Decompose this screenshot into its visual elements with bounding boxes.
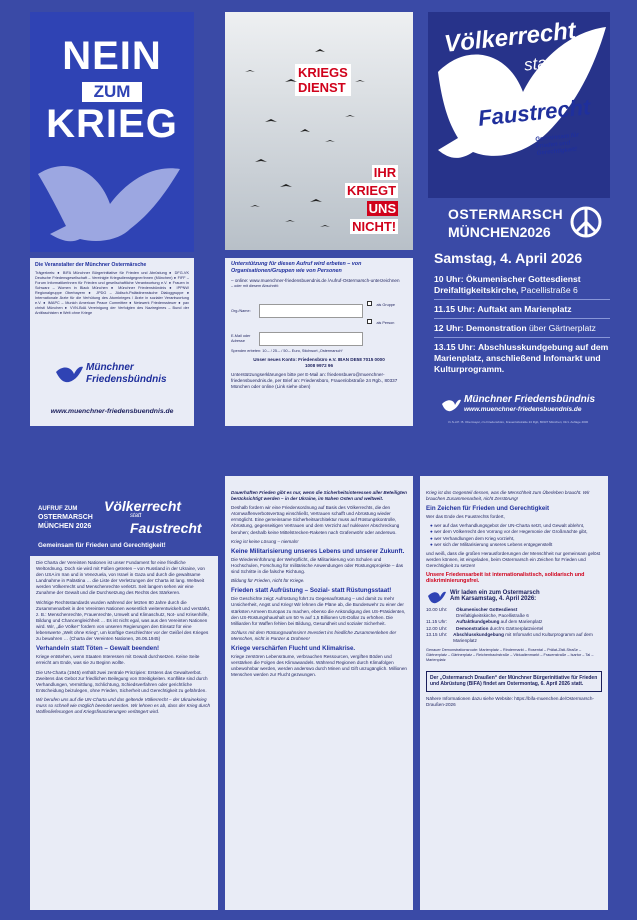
- schedule-list: [426, 607, 602, 644]
- list-item: ● wer auf das Verhandlungsgebot der UN-Charta setzt, und Gewalt ablehnt,: [430, 523, 585, 529]
- organisers-text: Trägerkreis: ● BIFA Münchner Bürgerinitiative für Frieden und Abrüstung ● DFG-VK Deutsche Friedensgesellschaft – Vereinigte Kriegsdienstgegner/innen (München) ● FIFF – Forum InformatikerInnen für Frieden und gesellschaftliche Verantwortung e.V. ● Frauen in Schwarz – Women in Black München ● Münchner Friedensbündnis ● IPPNW Regionalgruppe Oberbayern ● JPDG – Jüdisch-Palästinensische Dialoggruppe ● Internationale Ärzte für die Verhütung des Atomkrieges / Ärzte in sozialer Verantwortung e.V. ● IMAPC – Munich American Peace Committee ● Netzwerk Friedenssteuer ● pax christi München ● VVN-BdA Vereinigung der Verfolgten des Naziregimes – Bund der Antifaschisten ● Welt ohne Kriege: [35, 271, 189, 315]
- uns-text: UNS: [368, 201, 397, 216]
- zum-label: ZUM: [82, 82, 142, 102]
- muenchen-label: MÜNCHEN: [448, 224, 520, 240]
- brand-name: Münchner Friedensbündnis: [464, 394, 596, 405]
- peace-sign-icon: [570, 206, 602, 238]
- kriegs-text: KRIEGS: [298, 65, 348, 80]
- demands-list: [430, 523, 602, 547]
- aufruf-label: AUFRUF ZUM: [38, 506, 78, 512]
- voelkerrecht-title: Völkerrecht: [104, 498, 182, 514]
- heading-verhandeln: Verhandeln statt Töten – Gewalt beenden!: [36, 645, 160, 653]
- invite-block: [426, 588, 602, 604]
- ostermarsch-label: OSTERMARSCH: [38, 514, 93, 521]
- appeal-para-7: Die Wiedereinführung der Wehrpflicht, die Militarisierung von Schulen und Hochschulen, Forschung für militärische Anwendungen oder Rüstungsprojekte – das sind Schritte in die falsche Richtung.: [231, 556, 404, 575]
- kriegsdienst-poster: [225, 12, 413, 250]
- org-name-field[interactable]: [259, 304, 363, 318]
- poster-box: [428, 12, 610, 198]
- email-field[interactable]: [259, 332, 363, 346]
- heading-aufruestung: Frieden statt Aufrüstung – Sozial- statt Rüstungsstaat!: [231, 587, 392, 595]
- quote-2: Bildung für Frieden, nicht für Kriege.: [231, 578, 305, 584]
- organisers-title: Die Veranstalter der Münchner Ostermärsche: [35, 262, 147, 268]
- voelkerrecht-title: Völkerrecht: [442, 17, 578, 58]
- event-item: 13.15 Uhr: Abschlusskundgebung auf dem Marienplatz, anschließend Infomarkt und Kulturprogramm.: [434, 342, 609, 374]
- gemeinsam-text: Gemeinsam für Frieden und Gerechtigkeit!: [535, 132, 580, 157]
- appeal-intro-2: Krieg ist das Gegenteil dessen, was die Menschheit zum Überleben braucht. Wir brauchen Zusammenarbeit, nicht Zerstörung!: [426, 490, 590, 502]
- kriegt-text: KRIEGT: [347, 183, 397, 198]
- list-item: ● wer Verhandlungen dem Krieg vorzieht,: [430, 535, 515, 541]
- brand-name: Münchner Friedensbündnis: [86, 362, 167, 385]
- imprint-text: V.i.S.d.P.: B. Obermayer, c/o Friedensbüro, Frauenlobstraße 24 Rgb, 80337 München; 01/1. Auflage 4000: [447, 420, 589, 424]
- front-sheet: [0, 0, 637, 438]
- person-label: als Person: [376, 321, 395, 326]
- title-panel: [420, 10, 616, 428]
- appeal-header: [30, 476, 218, 556]
- muenchen-label: MÜNCHEN 2026: [38, 523, 92, 530]
- appeal-para-4: Die UN-Charta (1945) enthält zwei zentrale Prinzipien: Erstens das Gewaltverbot. Zweitens das Gebot zur friedlichen Beilegung von Streitigkeiten. Konflikte sind durch Verhandlungen, Vermittlung, Schlichtung, Schiedsverfahren oder gerichtliche Entscheidung beizulegen, ohne Frieden, Sicherheit und Gerechtigkeit zu gefährden.: [36, 669, 208, 693]
- appeal-para-3: Kriege entstehen, wenn Staaten Interessen mit Gewalt durchsetzen. Keine Seite erreicht am Ende, was sie zu Beginn wollte.: [36, 654, 200, 666]
- dove-logo-icon: [54, 362, 84, 386]
- heading-klimakrise: Kriege verschärfen Flucht und Klimakrise.: [231, 644, 356, 652]
- appeal-para-9: Kriege zerstören Lebensräume, verbrauchen Ressourcen, vergiften Böden und verstärken die Folgen des Klimawandels. Während Regionen durch Klimafolgen unbewohnbar werden, werden anderswo durch Minen und Gift unzugänglich. Millionen Menschen werden zur Flucht gezwungen.: [231, 654, 407, 678]
- ostermarsch-draussen-box: Der „Ostermarsch Draußen“ der Münchner Bürgerinitiative für Frieden und Abrüstung (BIFA) findet am Ostermontag, 6. April 2026 statt.: [426, 671, 602, 692]
- appeal-intro: Dauerhaften Frieden gibt es nur, wenn die Sicherheitsinteressen aller Beteiligten berücksichtigt werden – in der Ukraine, im Nahen Osten und weltweit.: [231, 490, 407, 502]
- heading-militarisierung: Keine Militarisierung unseres Lebens und unserer Zukunft.: [231, 547, 405, 555]
- appeal-panel-3: [420, 476, 608, 910]
- invite-line-1: Wir laden ein zum Ostermarsch: [450, 590, 540, 597]
- appeal-panel-1: [30, 476, 218, 910]
- event-item: 11.15 Uhr: Auftakt am Marienplatz: [434, 304, 610, 319]
- website-link[interactable]: www.muenchner-friedensbuendnis.de: [50, 408, 174, 415]
- back-sheet: [0, 462, 637, 920]
- panel-nein-zum-krieg: [30, 12, 194, 252]
- invite-line-2: Am Karsamstag, 4. April 2026:: [450, 596, 537, 603]
- or-text: – oder mit diesem Abschnitt:: [231, 284, 279, 289]
- events-list: [434, 274, 610, 375]
- org-name-label: Org./Name:: [231, 308, 251, 313]
- year-label: 2026: [519, 224, 551, 240]
- quote-3: Schluss mit dem Rüstungswahnsinn! Investiert ins friedliche Zusammenleben der Menschen, nicht in Panzer & Drohnen!: [231, 629, 397, 641]
- event-item: 10 Uhr: Ökumenischer Gottesdienst Dreifaltigkeitskirche, Pacellistraße 6: [434, 274, 610, 300]
- schedule-item: 13.15 Uhr: Abschlusskundgebung mit Infomarkt und Kulturprogramm auf dem Marienplatz: [426, 631, 593, 643]
- group-checkbox[interactable]: [367, 301, 372, 306]
- appeal-para-8: Die Geschichte zeigt: Aufrüstung führt zu Gegenaufrüstung – und damit zu mehr Unsicherheit, Angst und Krieg! Wir lehnen die Pläne ab, die Bundeswehr zu einer der stärksten Armeen Europas zu machen, ebenso die Ankündigung des US-Präsidenten, den US-Rüstungshaushalt um 50 % auf 1,5 Billionen US-Dollar zu erhöhen. Die Milliarden für Waffen fehlen bei Bildung, Gesundheit und sozialer Sicherheit.: [231, 596, 406, 626]
- event-item: 12 Uhr: Demonstration über Gärtnerplatz: [434, 323, 610, 338]
- list-item: ● wer dem Völkerrecht den Vorrang vor der Hegemonie der Großmächte gibt,: [430, 529, 588, 535]
- ostermarsch-label: OSTERMARSCH: [448, 206, 564, 222]
- invite-para: und weiß, dass die großen Herausforderungen der Menschheit nur gemeinsam gelöst werden können, ist eingeladen, beim Ostermarsch ein Zeichen für Frieden und Gerechtigkeit zu setzen!: [426, 550, 601, 568]
- birds-icon: [225, 12, 413, 250]
- event-date: Samstag, 4. April 2026: [434, 250, 583, 266]
- dove-icon: [30, 144, 194, 252]
- faustrecht-title: Faustrecht: [130, 520, 202, 536]
- dove-logo-icon: [440, 396, 462, 414]
- appeal-para-2: Wichtige Rechtsstandards wurden während der letzten 80 Jahre durch die Zusammenarbeit in den Vereinten Nationen wesentlich weiterentwickelt und verstärkt, z. B.: Menschenrechte, Frauenrechte, Umwelt und Klimaschutz, Not- und Krisenhilfe, Bildung und Chancengleichheit … Es ist nicht egal, was aus den Vereinten Nationen wird. Wir, „die Völker“ fordern von unseren Regierungen den Einsatz für eine lebenswerte „Welt ohne Krieg“, um künftige Geschlechter vor der Geißel des Krieges zu bewahren … (Charta der Vereinten Nationen, 26.06.1945): [36, 599, 211, 642]
- schedule-item: 11.15 Uhr: Auftaktkundgebung auf dem Marienplatz: [426, 619, 543, 625]
- schedule-item: 10.00 Uhr: Ökumenischer Gottesdienst Dreifaltigkeitskirche, Pacellistraße 6: [426, 607, 529, 619]
- ihr-text: IHR: [373, 165, 397, 180]
- email-label: E-Mail oder Adresse: [231, 334, 251, 344]
- info-text[interactable]: Nähere Informationen dazu siehe Website: https://bifa-muenchen.de/Ostermarsch-Draußen-2026: [426, 695, 594, 707]
- schedule-item: 12.00 Uhr: Demonstration durch's Gärtnerplatzviertel: [426, 625, 544, 631]
- appeal-para-5: Wir berufen uns auf die UN-Charta und das geltende Völkerrecht – der Ukrainekrieg muss so schnell wie möglich beendet werden. Wir lehnen es ab, dass der Krieg durch Waffenlieferungen und Kriegsfinanzierungen verlängert wird.: [36, 696, 211, 715]
- online-text: – online: www.muenchner-friedensbuendnis.de /Aufruf-Ostermarsch-unterzeichnen: [231, 278, 400, 283]
- account-text: Unser neues Konto: Friedensbüro e.V. IBAN DE58 7015 0000 1008 9972 96: [253, 357, 385, 369]
- support-title: Unterstützung für diesen Aufruf wird erbeten – von Organisationen/Gruppen wie von Personen: [231, 261, 362, 274]
- signatures-text: Unterstützungserklärungen bitte per E-Mail an: friedensbuero@muenchner-friedensbuendnis.de, per Brief an: Friedensbüro, Frauenlobstraße 24 Rgb., 80337 München oder online (Link siehe oben): [231, 372, 398, 390]
- lead-text: Wer das Ende des Faustrechts fordert,: [426, 514, 505, 520]
- dienst-text: DIENST: [298, 80, 346, 95]
- group-label: als Gruppe: [376, 303, 396, 308]
- nein-title: NEIN: [62, 34, 162, 78]
- list-item: ● wer sich der Militarisierung unseres Lebens entgegenstellt: [430, 541, 553, 547]
- statt-label: statt: [523, 52, 557, 75]
- website-link[interactable]: www.muenchner-friedensbuendnis.de: [464, 406, 582, 413]
- heading-zeichen: Ein Zeichen für Frieden und Gerechtigkeit: [426, 505, 550, 513]
- person-checkbox[interactable]: [367, 319, 372, 324]
- nicht-text: NICHT!: [352, 219, 397, 234]
- appeal-para-6: Deshalb fordern wir eine Friedensordnung auf Basis des Völkerrechts, die den Atomwaffenverbotsvertrag einschließt, Vertrauen schafft und Abrüstung wieder ermöglicht. Eine gemeinsame Sicherheitsarchitektur muss auf Rüstungskontrolle, Abrüstung, gegenseitigen Vertrauen und dem Verzicht auf nuklearer Abschreckung beruhen; deshalb keine Mittelstrecken-Raketen nach Grafenwöhr oder anderswo.: [231, 505, 400, 535]
- appeal-para-1: Die Charta der Vereinten Nationen ist unser Fundament für eine friedliche Weltordnung. Doch sie wird mit Füßen getreten – von Russland in der Ukraine, von den USA im Iran und in Venezuela, von Israel in Gaza und durch die gewaltsame Landnahme in Palästina … die Liste der Verletzungen der Charta ist lang. Weltweit werden Völkerrecht und Menschenrechte verletzt. Seit langem sehen wir eine Zunahme der Gewalt und die Durchsetzung des Rechts des Stärkeren.: [36, 560, 205, 596]
- krieg-title: KRIEG: [46, 102, 178, 146]
- route-text: Genauer Demonstrationsroute: Marienplatz – Rindermarkt – Rosental – Prälat-Zistl-Straße – Gärtnerplatz – Gärtnerplatz – Reichenbachstraße – Viktualienmarkt – Frauenstraße – Isartor – Tal – Marienplatz: [426, 647, 594, 662]
- organisers-panel: [30, 258, 194, 426]
- quote-1: Krieg ist keine Lösung – niemals!: [231, 538, 299, 544]
- solidarity-text: Unsere Friedensarbeit ist internationalistisch, solidarisch und diskriminierungsfrei.: [426, 572, 585, 585]
- gemeinsam-text: Gemeinsam für Frieden und Gerechtigkeit!: [38, 542, 166, 549]
- faustrecht-title: Faustrecht: [476, 94, 592, 131]
- support-panel: [225, 258, 413, 426]
- statt-label: statt: [130, 513, 142, 519]
- donate-text: Spenden erbeten: 10.– / 25.– / 50.– Euro, Stichwort „Ostermarsch“: [231, 349, 343, 354]
- dove-logo-icon: [426, 588, 446, 604]
- appeal-panel-2: [225, 476, 413, 910]
